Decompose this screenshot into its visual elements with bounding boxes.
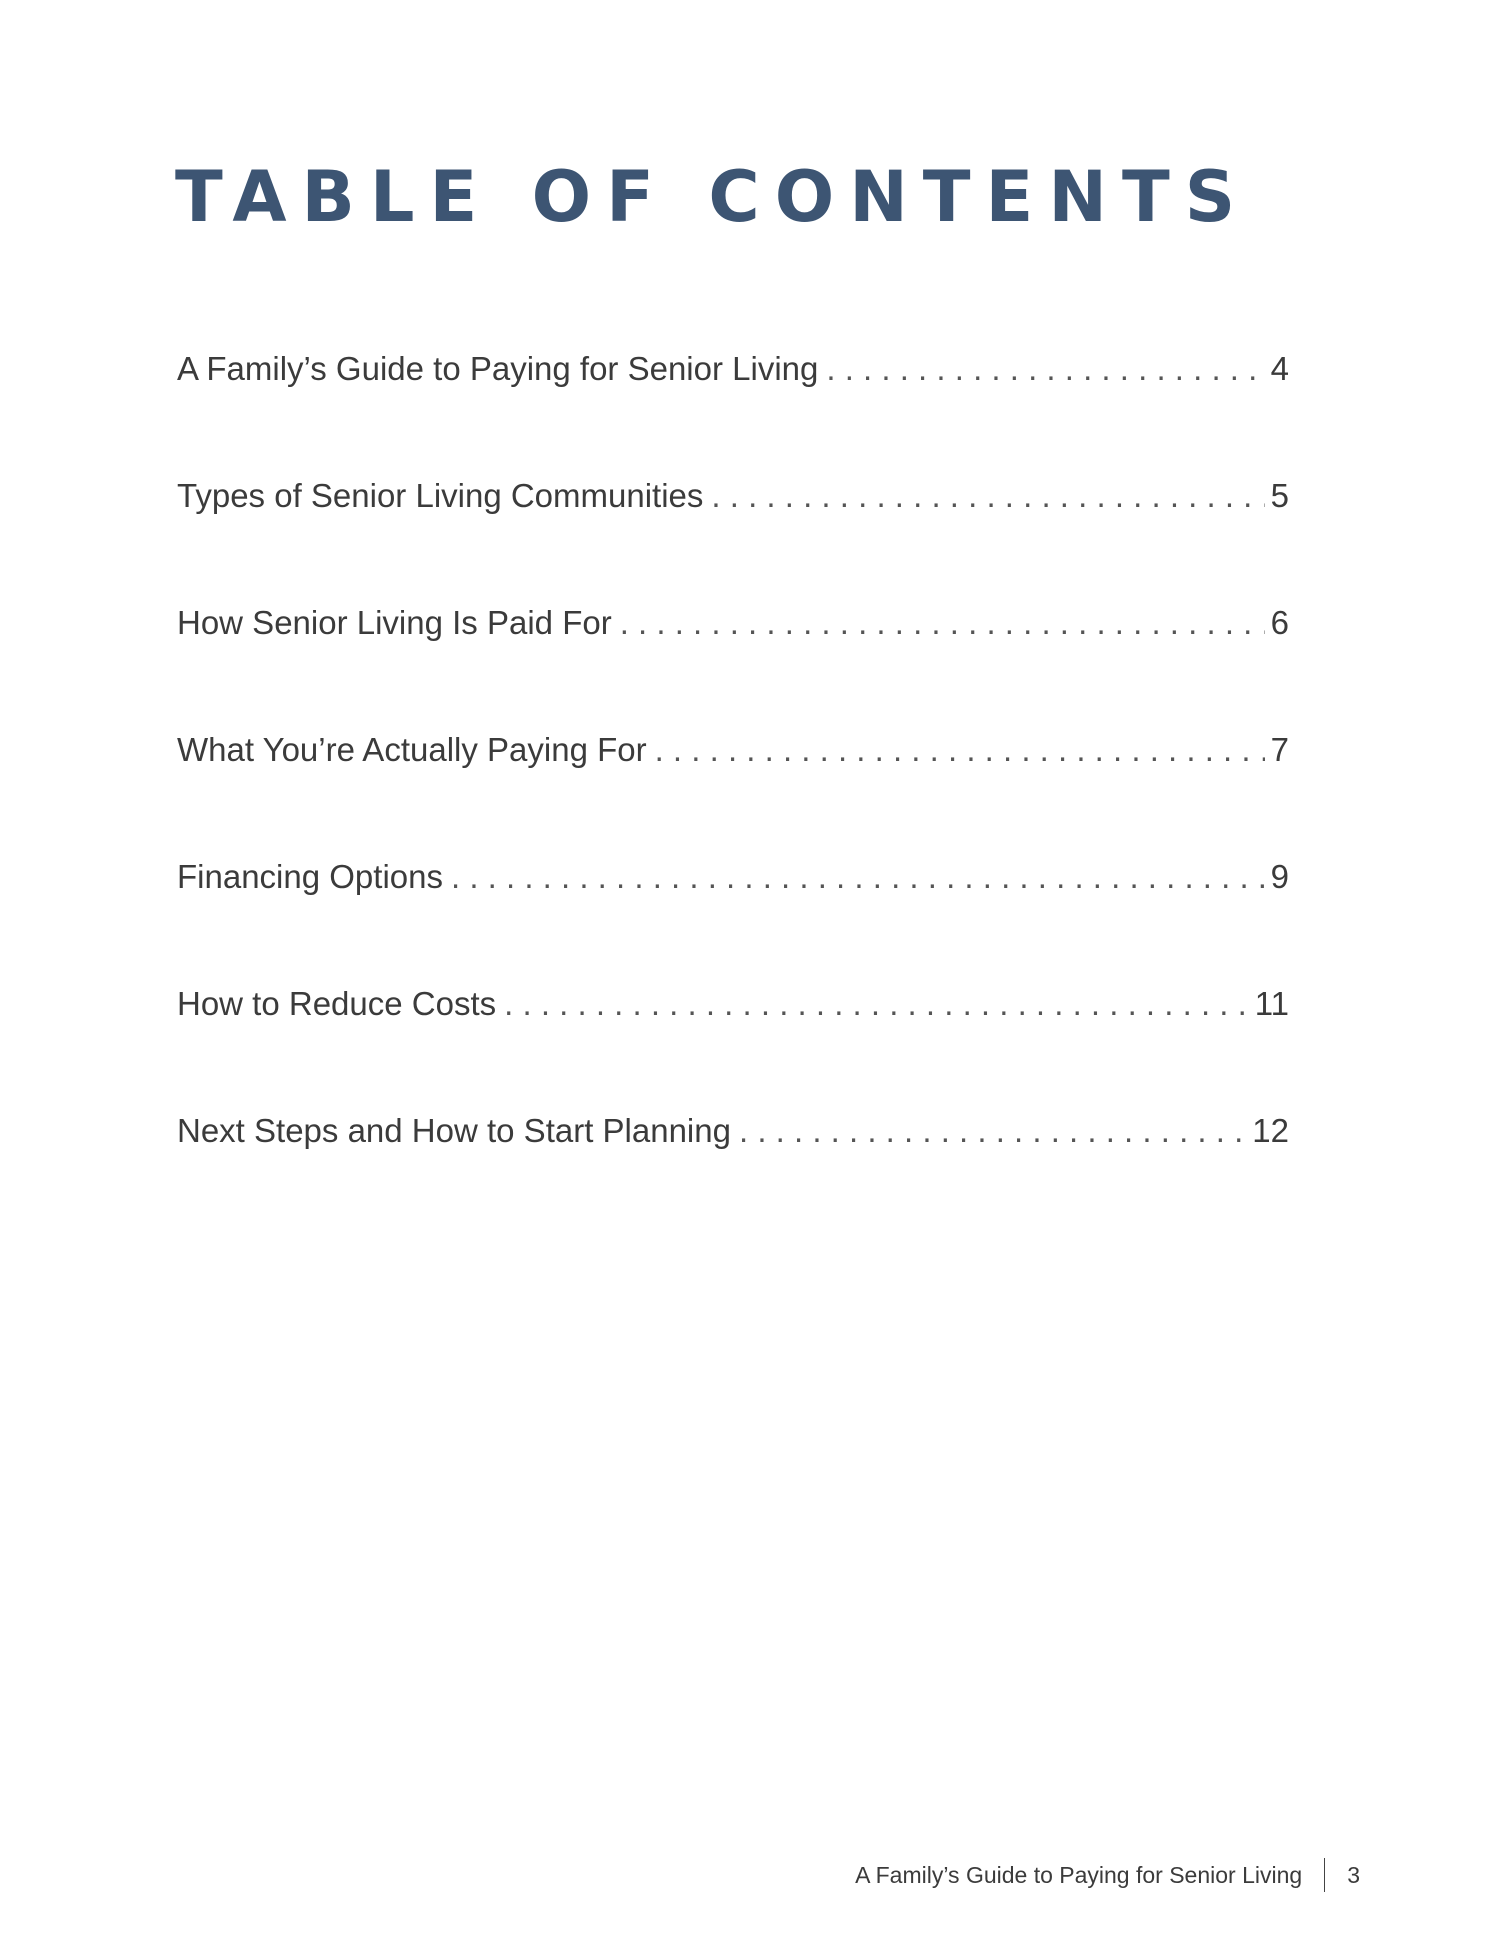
toc-entry-page-number: 9 bbox=[1270, 858, 1289, 895]
toc-entry-label: Financing Options bbox=[177, 858, 443, 895]
toc-entry-label: Next Steps and How to Start Planning bbox=[177, 1112, 731, 1149]
dot-leader bbox=[826, 344, 1264, 394]
footer-divider bbox=[1324, 1858, 1325, 1892]
toc-entry-what-paying-for[interactable] bbox=[177, 725, 1289, 852]
toc-entry-how-paid-for[interactable] bbox=[177, 598, 1289, 725]
toc-entry-next-steps[interactable] bbox=[177, 1106, 1289, 1233]
page-footer bbox=[855, 1858, 1360, 1892]
dot-leader bbox=[655, 725, 1265, 775]
toc-entry-page-number: 12 bbox=[1252, 1112, 1289, 1149]
dot-leader bbox=[739, 1106, 1246, 1156]
toc-entry-label: What You’re Actually Paying For bbox=[177, 731, 647, 768]
dot-leader bbox=[504, 979, 1249, 1029]
dot-leader bbox=[711, 471, 1264, 521]
table-of-contents bbox=[177, 344, 1289, 1233]
dot-leader bbox=[451, 852, 1265, 902]
footer-page-number: 3 bbox=[1347, 1861, 1360, 1888]
toc-entry-label: Types of Senior Living Communities bbox=[177, 477, 704, 514]
toc-entry-page-number: 6 bbox=[1270, 604, 1289, 641]
toc-entry-types-of-communities[interactable] bbox=[177, 471, 1289, 598]
footer-document-title: A Family’s Guide to Paying for Senior Living bbox=[855, 1861, 1303, 1888]
toc-entry-family-guide[interactable] bbox=[177, 344, 1289, 471]
dot-leader bbox=[620, 598, 1265, 648]
toc-entry-page-number: 7 bbox=[1270, 731, 1289, 768]
toc-entry-label: A Family’s Guide to Paying for Senior Living bbox=[177, 350, 819, 387]
toc-entry-label: How Senior Living Is Paid For bbox=[177, 604, 612, 641]
toc-entry-label: How to Reduce Costs bbox=[177, 985, 497, 1022]
page-title: TABLE OF CONTENTS bbox=[175, 156, 1251, 238]
toc-entry-page-number: 4 bbox=[1270, 350, 1289, 387]
toc-entry-page-number: 5 bbox=[1270, 477, 1289, 514]
toc-entry-reduce-costs[interactable] bbox=[177, 979, 1289, 1106]
toc-entry-financing-options[interactable] bbox=[177, 852, 1289, 979]
toc-entry-page-number: 11 bbox=[1254, 985, 1289, 1022]
